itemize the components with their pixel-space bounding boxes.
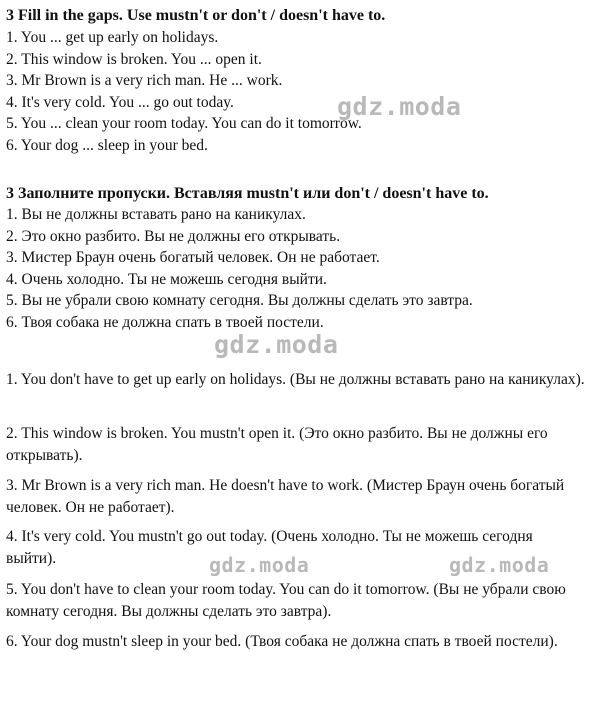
russian-line: 6. Твоя собака не должна спать в твоей постели.	[6, 313, 324, 331]
watermark-logo: gdz.moda	[337, 92, 462, 121]
watermark-logo: gdz.moda	[449, 553, 550, 577]
answer-1: 1. You don't have to get up early on holidays. (Вы не должны вставать рано на каникулах).	[6, 371, 585, 388]
answer-2: 2. This window is broken. You mustn't open it. (Это окно разбито. Вы не должны его открывать).	[6, 425, 548, 464]
watermark-logo: gdz.moda	[214, 330, 339, 359]
russian-line: 5. Вы не убрали свою комнату сегодня. Вы должны сделать это завтра.	[6, 292, 473, 309]
english-line: 4. It's very cold. You ... go out today.	[6, 93, 234, 111]
watermark-logo: gdz.moda	[209, 553, 310, 577]
english-line: 2. This window is broken. You ... open it.	[6, 50, 262, 68]
english-line: 3. Mr Brown is a very rich man. He ... work.	[6, 72, 283, 89]
english-line: 6. Your dog ... sleep in your bed.	[6, 136, 208, 154]
english-heading: 3 Fill in the gaps. Use mustn't or don't / doesn't have to.	[6, 7, 386, 24]
russian-line: 2. Это окно разбито. Вы не должны его открывать.	[6, 227, 341, 245]
answer-4: 4. It's very cold. You mustn't go out today. (Очень холодно. Ты не можешь сегодня выйти).	[6, 528, 533, 567]
answer-3: 3. Mr Brown is a very rich man. He doesn't have to work. (Мистер Браун очень богатый человек. Он не работает).	[6, 477, 565, 516]
english-exercise	[6, 5, 586, 156]
russian-exercise	[6, 183, 586, 333]
russian-line: 3. Мистер Браун очень богатый человек. Он не работает.	[6, 249, 380, 266]
english-line: 1. You ... get up early on holidays.	[6, 29, 219, 46]
russian-line: 1. Вы не должны вставать рано на каникулах.	[6, 206, 306, 223]
russian-line: 4. Очень холодно. Ты не можешь сегодня выйти.	[6, 270, 327, 288]
answer-5: 5. You don't have to clean your room today. You can do it tomorrow. (Вы не убрали свою комнату сегодня. Вы должны сделать это завтра).	[6, 581, 566, 620]
english-line: 5. You ... clean your room today. You can do it tomorrow.	[6, 115, 362, 132]
answer-6: 6. Your dog mustn't sleep in your bed. (Твоя собака не должна спать в твоей постели).	[6, 633, 558, 650]
russian-heading: 3 Заполните пропуски. Вставляя mustn't или don't / doesn't have to.	[6, 185, 489, 202]
